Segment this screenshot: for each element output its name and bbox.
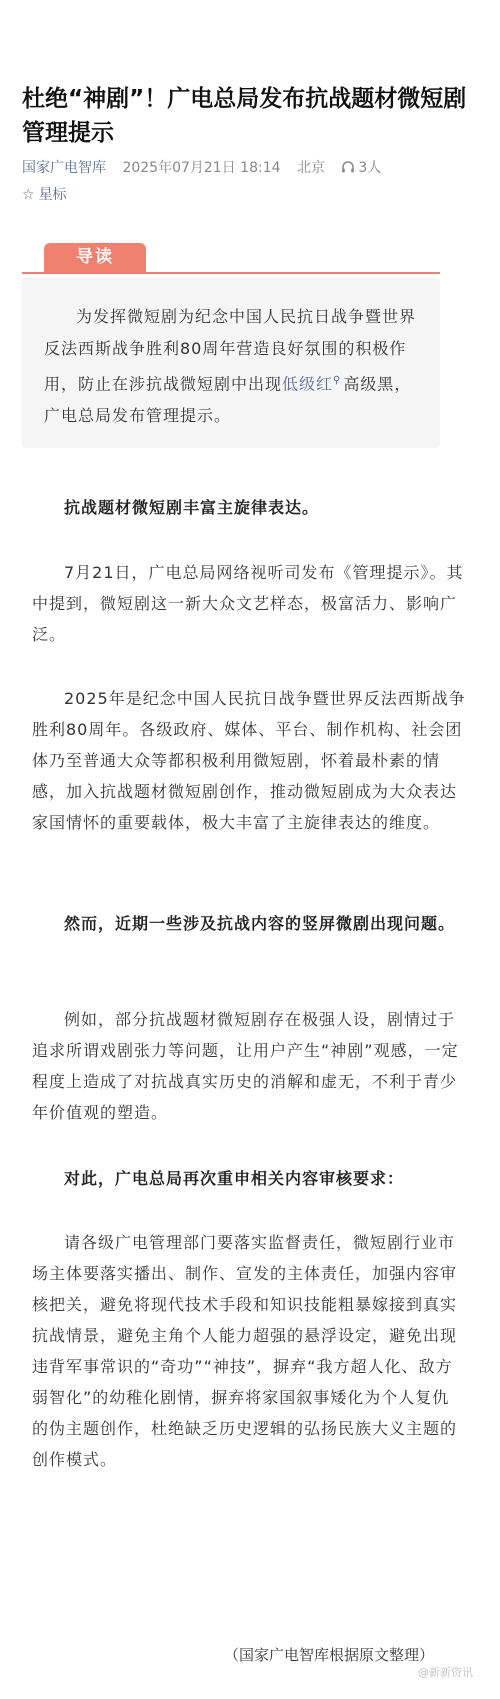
watermark: @新新资讯 xyxy=(418,1666,473,1679)
star-label: 星标 xyxy=(38,187,67,203)
search-icon[interactable]: ⚲ xyxy=(333,375,342,386)
paragraph-heading-2: 然而，近期一些涉及抗战内容的竖屏微剧出现问题。 xyxy=(64,914,456,933)
guide-divider xyxy=(22,272,440,274)
star-button[interactable] xyxy=(22,185,67,205)
paragraph-heading-3: 对此，广电总局再次重申相关内容审核要求： xyxy=(64,1169,405,1188)
article-meta xyxy=(22,158,492,178)
listen-button[interactable] xyxy=(341,160,381,176)
paragraph-3: 2025年是纪念中国人民抗日战争暨世界反法西斯战争胜利80周年。各级政府、媒体、平台、制作机构、社会团体乃至普通大众等都积极利用微短剧，怀着最朴素的情感，加入抗战题材微短剧创作，推动微短剧成为大众表达家国情怀的重要载体，极大丰富了主旋律表达的维度。 xyxy=(32,689,466,832)
publish-time: 2025年07月21日 18:14 xyxy=(122,160,281,176)
keyword-search-link[interactable]: 低级红 xyxy=(282,374,334,394)
headphones-icon xyxy=(341,160,355,174)
publish-location: 北京 xyxy=(296,160,325,176)
star-outline-icon: ☆ xyxy=(22,187,35,203)
paragraph-heading-1: 抗战题材微短剧丰富主旋律表达。 xyxy=(64,498,320,517)
guide-summary-box xyxy=(22,278,440,448)
source-note: （国家广电智库根据原文整理） xyxy=(224,1646,435,1664)
listener-count: 3人 xyxy=(358,160,382,176)
paragraph-2: 7月21日，广电总局网络视听司发布《管理提示》。其中提到，微短剧这一新大众文艺样态，极富活力、影响广泛。 xyxy=(32,563,464,644)
article-title: 杜绝“神剧”！广电总局发布抗战题材微短剧管理提示 xyxy=(22,86,467,146)
account-name-link[interactable]: 国家广电智库 xyxy=(22,160,106,176)
guide-tab: 导读 xyxy=(44,243,146,272)
paragraph-5: 例如，部分抗战题材微短剧存在极强人设，剧情过于追求所谓戏剧张力等问题，让用户产生“神剧”观感，一定程度上造成了对抗战真实历史的消解和虚无，不利于青少年价值观的塑造。 xyxy=(32,1010,459,1122)
guide-summary-text: 为发挥微短剧为纪念中国人民抗日战争暨世界反法西斯战争胜利80周年营造良好氛围的积极作用，防止在涉抗战微短剧中出现低级红⚲ 高级黑，广电总局发布管理提示。 xyxy=(44,307,417,426)
paragraph-7: 请各级广电管理部门要落实监督责任，微短剧行业市场主体要落实播出、制作、宣发的主体责任，加强内容审核把关，避免将现代技术手段和知识技能粗暴嫁接到真实抗战情景，避免主角个人能力超强的悬浮设定，避免出现违背军事常识的“奇功”“神技”，摒弃“我方超人化、敌方弱智化”的幼稚化剧情，摒弃将家国叙事矮化为个人复仇的伪主题创作，杜绝缺乏历史逻辑的弘扬民族大义主题的创作模式。 xyxy=(32,1233,458,1469)
